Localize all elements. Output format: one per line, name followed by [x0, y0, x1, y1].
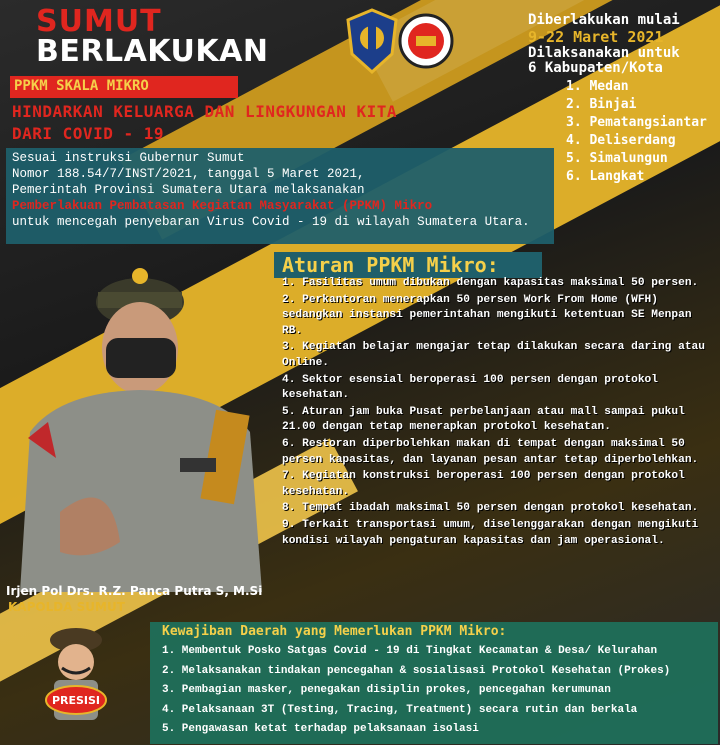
aturan-item: 5. Aturan jam buka Pusat perbelanjaan atau mall sampai pukul 21.00 dengan tetap menerapkan protokol kesehatan. — [282, 405, 685, 434]
aturan-item: 6. Restoran diperbolehkan makan di tempat dengan maksimal 50 persen kapasitas, dan layanan pesan antar tetap diperbolehkan. — [282, 437, 699, 466]
kewajiban-title: Kewajiban Daerah yang Memerlukan PPKM Mikro: — [162, 624, 507, 639]
kewajiban-item: 4. Pelaksanaan 3T (Testing, Tracing, Treatment) secara rutin dan berkala — [162, 703, 638, 716]
instruction-line: Nomor 188.54/7/INST/2021, tanggal 5 Maret 2021, — [12, 167, 365, 181]
aturan-title: Aturan PPKM Mikro: — [274, 252, 542, 278]
aturan-item: 7. Kegiatan konstruksi beroperasi 100 persen dengan protokol kesehatan. — [282, 470, 685, 498]
mascot-badge-text: PRESISI — [51, 694, 101, 707]
region-item: 2. Binjai — [566, 97, 637, 112]
kewajiban-item: 2. Melaksanakan tindakan pencegahan & sosialisasi Protokol Kesehatan (Prokes) — [162, 664, 671, 677]
kewajiban-list — [162, 642, 714, 740]
region-list — [566, 78, 718, 186]
title-line2: BERLAKUKAN — [36, 34, 269, 69]
protect-line-1: HINDARKAN KELUARGA DAN LINGKUNGAN KITA — [12, 102, 398, 121]
region-item: 6. Langkat — [566, 169, 645, 184]
ppkm-label: PPKM SKALA MIKRO — [14, 78, 149, 94]
police-logo-icon — [344, 8, 400, 74]
official-name: Irjen Pol Drs. R.Z. Panca Putra S, M.Si — [6, 584, 263, 598]
instruction-line: Sesuai instruksi Gubernur Sumut — [12, 151, 245, 165]
schedule-intro: Diberlakukan mulai — [528, 12, 680, 28]
presisi-logo-icon — [398, 8, 454, 74]
officer-photo — [0, 262, 270, 592]
schedule-exec-2: 6 Kabupaten/Kota — [528, 60, 663, 76]
aturan-item: 3. Kegiatan belajar mengajar tetap dilakukan secara daring atau Online. — [282, 341, 705, 369]
kewajiban-item: 3. Pembagian masker, penegakan disiplin prokes, pencegahan kerumunan — [162, 684, 611, 696]
schedule-dates: 9-22 Maret 2021 — [528, 28, 664, 46]
instruction-text — [12, 150, 552, 230]
aturan-item: 4. Sektor esensial beroperasi 100 persen dengan protokol kesehatan. — [282, 373, 658, 402]
mascot-icon — [36, 622, 116, 742]
protect-line-2: DARI COVID - 19 — [12, 124, 164, 143]
instruction-line: untuk mencegah penyebaran Virus Covid - 19 di wilayah Sumatera Utara. — [12, 215, 530, 229]
instruction-line: Pemerintah Provinsi Sumatera Utara melaksanakan — [12, 183, 365, 197]
schedule-panel — [528, 12, 718, 186]
region-item: 3. Pematangsiantar — [566, 115, 707, 130]
region-item: 5. Simalungun — [566, 151, 668, 166]
instruction-highlight: Pemberlakuan Pembatasan Kegiatan Masyarakat (PPKM) Mikro — [12, 199, 433, 213]
aturan-item: 8. Tempat ibadah maksimal 50 persen dengan protokol kesehatan. — [282, 502, 699, 515]
region-item: 4. Deliserdang — [566, 133, 676, 148]
kewajiban-item: 5. Pengawasan ketat terhadap pelaksanaan isolasi — [162, 723, 479, 735]
aturan-item: 2. Perkantoran menerapkan 50 persen Work From Home (WFH) sedangkan instansi pemerintahan mengikuti ketentuan SE Menpan RB. — [282, 293, 692, 337]
aturan-item: 1. Fasilitas umum dibukan dengan kapasitas maksimal 50 persen. — [282, 277, 699, 289]
schedule-exec-1: Dilaksanakan untuk — [528, 45, 680, 61]
region-item: 1. Medan — [566, 79, 629, 94]
kewajiban-item: 1. Membentuk Posko Satgas Covid - 19 di Tingkat Kecamatan & Desa/ Kelurahan — [162, 645, 658, 657]
aturan-list — [282, 276, 714, 550]
official-role: KAPOLDA SUMUT — [8, 600, 125, 614]
aturan-item: 9. Terkait transportasi umum, diselenggarakan dengan mengikuti kondisi wilayah pengaturan kapasitas dan jam operasional. — [282, 518, 699, 547]
title-line1: SUMUT — [36, 4, 162, 39]
